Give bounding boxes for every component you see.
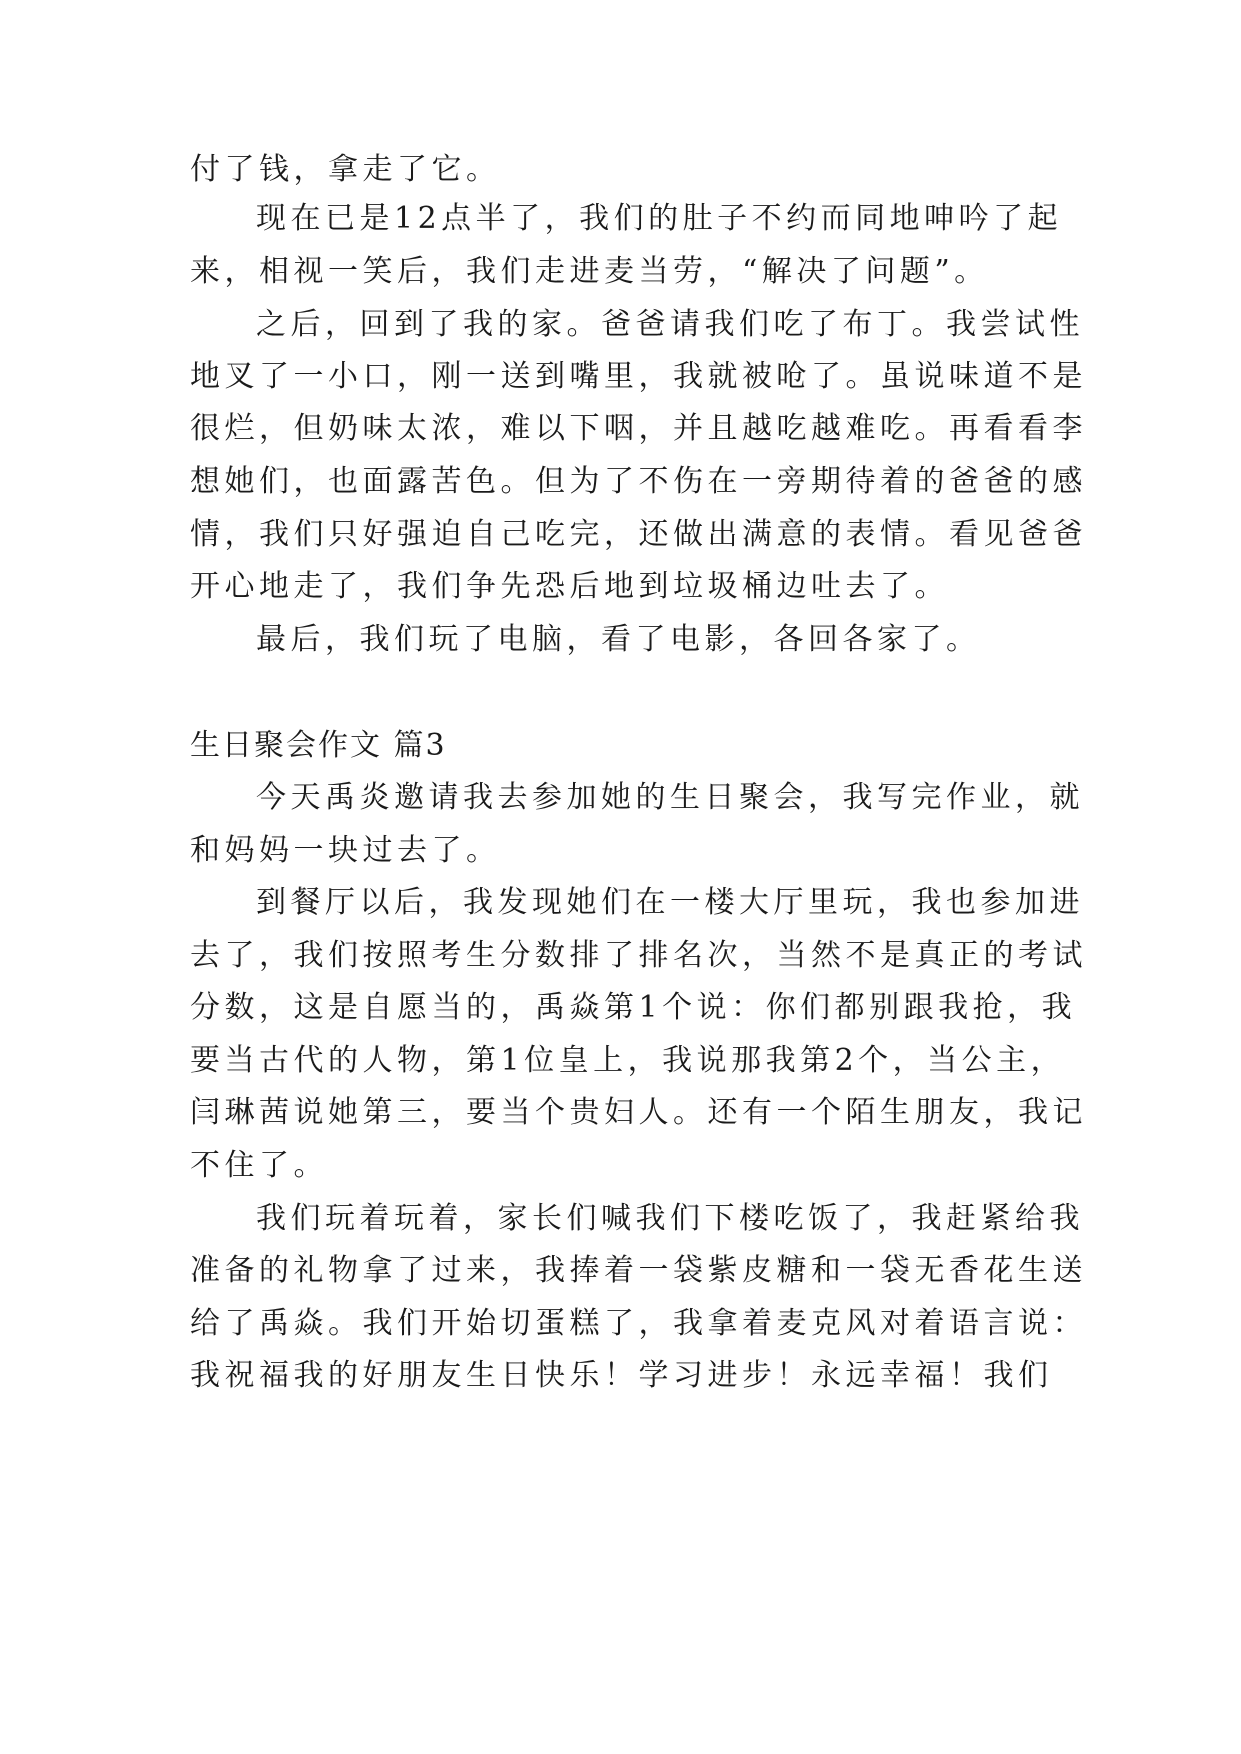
text-line: 我祝福我的好朋友生日快乐！学习进步！永远幸福！我们 [190, 1358, 1053, 1393]
text-line: 很烂，但奶味太浓，难以下咽，并且越吃越难吃。再看看李 [190, 411, 1087, 446]
text-line: 要当古代的人物，第1位皇上，我说那我第2个，当公主， [190, 1043, 1066, 1078]
paragraph-start-line: 现在已是12点半了，我们的肚子不约而同地呻吟了起 [256, 201, 1063, 236]
text-line: 给了禹焱。我们开始切蛋糕了，我拿着麦克风对着语言说： [190, 1306, 1087, 1341]
text-line: 和妈妈一块过去了。 [190, 833, 501, 868]
text-line: 情，我们只好强迫自己吃完，还做出满意的表情。看见爸爸 [190, 517, 1087, 552]
paragraph-start-line: 今天禹炎邀请我去参加她的生日聚会，我写完作业，就 [256, 780, 1084, 815]
text-line: 分数，这是自愿当的，禹焱第1个说：你们都别跟我抢，我 [190, 990, 1077, 1025]
text-line: 准备的礼物拿了过来，我捧着一袋紫皮糖和一袋无香花生送 [190, 1253, 1087, 1288]
text-line: 地叉了一小口，刚一送到嘴里，我就被呛了。虽说味道不是 [190, 359, 1087, 394]
text-line: 闫琳茜说她第三，要当个贵妇人。还有一个陌生朋友，我记 [190, 1095, 1087, 1130]
text-line: 付了钱，拿走了它。 [190, 152, 501, 187]
text-line: 来，相视一笑后，我们走进麦当劳，“解决了问题”。 [190, 254, 989, 289]
paragraph-start-line: 到餐厅以后，我发现她们在一楼大厅里玩，我也参加进 [256, 885, 1084, 920]
text-line: 去了，我们按照考生分数排了排名次，当然不是真正的考试 [190, 938, 1087, 973]
text-line: 开心地走了，我们争先恐后地到垃圾桶边吐去了。 [190, 569, 949, 604]
section-heading: 生日聚会作文 篇3 [190, 728, 447, 763]
text-line: 想她们，也面露苦色。但为了不伤在一旁期待着的爸爸的感 [190, 464, 1087, 499]
paragraph-start-line: 之后，回到了我的家。爸爸请我们吃了布丁。我尝试性 [256, 307, 1084, 342]
paragraph-start-line: 我们玩着玩着，家长们喊我们下楼吃饭了，我赶紧给我 [256, 1201, 1084, 1236]
text-line: 不住了。 [190, 1148, 328, 1183]
paragraph-start-line: 最后，我们玩了电脑，看了电影，各回各家了。 [256, 622, 981, 657]
